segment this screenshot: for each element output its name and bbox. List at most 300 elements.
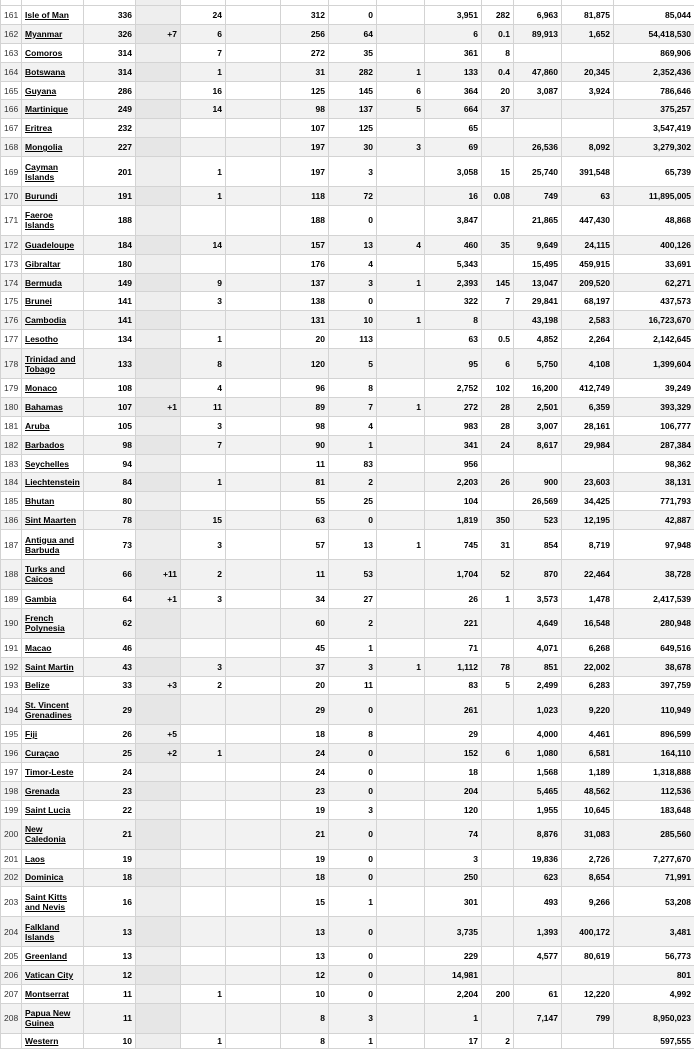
country-cell [22, 781, 84, 800]
country-link[interactable]: Dominica [25, 872, 63, 882]
new-cases-cell [136, 800, 181, 819]
table-row [1, 763, 694, 782]
active-cases-cell: 35 [329, 43, 377, 62]
country-link[interactable]: Timor-Leste [25, 767, 74, 777]
total-cases-cell: 232 [84, 119, 136, 138]
cases-per-million-cell: 152 [425, 744, 482, 763]
total-cases-cell: 314 [84, 62, 136, 81]
population-cell: 287,384 [614, 435, 694, 454]
table-row [1, 947, 694, 966]
new-cases-cell [136, 781, 181, 800]
active-cases-cell: 0 [329, 819, 377, 849]
tests-per-million-cell: 2,726 [562, 849, 614, 868]
country-cell [22, 725, 84, 744]
cases-per-million-cell: 301 [425, 887, 482, 917]
new-cases-cell [136, 638, 181, 657]
cases-per-million-cell: 83 [425, 676, 482, 695]
total-cases-cell: 84 [84, 473, 136, 492]
table-body [1, 0, 694, 1048]
total-tests-cell: 1,393 [514, 917, 562, 947]
table-row [1, 1003, 694, 1033]
total-tests-cell: 493 [514, 887, 562, 917]
tests-per-million-cell: 31,083 [562, 819, 614, 849]
total-cases-cell: 11 [84, 984, 136, 1003]
population-cell: 801 [614, 966, 694, 985]
table-row [1, 292, 694, 311]
country-link[interactable]: Guyana [25, 86, 56, 96]
active-cases-cell: 25 [329, 492, 377, 511]
recovered-cell: 125 [281, 81, 329, 100]
country-link[interactable]: Lesotho [25, 334, 58, 344]
serious-cell [377, 849, 425, 868]
total-cases-cell: 24 [84, 763, 136, 782]
recovered-cell: 120 [281, 349, 329, 379]
new-deaths-cell [226, 43, 281, 62]
population-cell: 62,271 [614, 273, 694, 292]
serious-cell [377, 435, 425, 454]
total-tests-cell: 43,198 [514, 311, 562, 330]
total-tests-cell: 29,841 [514, 292, 562, 311]
cases-per-million-cell: 983 [425, 416, 482, 435]
cases-per-million-cell: 8 [425, 311, 482, 330]
cases-per-million-cell: 16 [425, 187, 482, 206]
cases-per-million-cell: 29 [425, 725, 482, 744]
tests-per-million-cell: 8,719 [562, 530, 614, 560]
country-link[interactable]: Mongolia [25, 142, 62, 152]
country-cell [22, 917, 84, 947]
deaths-per-million-cell: 6 [482, 744, 514, 763]
table-row [1, 473, 694, 492]
total-deaths-cell: 1 [181, 744, 226, 763]
country-link[interactable]: Antigua and Barbuda [25, 535, 74, 555]
country-link[interactable]: Martinique [25, 104, 68, 114]
total-cases-cell: 73 [84, 530, 136, 560]
active-cases-cell: 2 [329, 473, 377, 492]
country-link[interactable]: Fiji [25, 729, 37, 739]
country-cell [22, 205, 84, 235]
country-link[interactable]: Greenland [25, 951, 67, 961]
tests-per-million-cell: 22,002 [562, 657, 614, 676]
country-cell [22, 868, 84, 887]
total-cases-cell: 26 [84, 725, 136, 744]
active-cases-cell: 30 [329, 138, 377, 157]
cases-per-million-cell: 104 [425, 492, 482, 511]
country-link[interactable]: Western [25, 1036, 58, 1046]
total-deaths-cell [181, 454, 226, 473]
country-link[interactable]: Burundi [25, 191, 58, 201]
serious-cell: 3 [377, 138, 425, 157]
rank-cell: 174 [1, 273, 22, 292]
population-cell: 11,895,005 [614, 187, 694, 206]
total-cases-cell: 64 [84, 589, 136, 608]
table-row [1, 254, 694, 273]
country-link[interactable]: Belize [25, 680, 50, 690]
new-cases-cell [136, 435, 181, 454]
new-cases-cell [136, 100, 181, 119]
recovered-cell: 312 [281, 6, 329, 25]
new-cases-cell: +5 [136, 725, 181, 744]
deaths-per-million-cell [482, 454, 514, 473]
serious-cell [377, 473, 425, 492]
population-cell: 649,516 [614, 638, 694, 657]
new-cases-cell [136, 984, 181, 1003]
active-cases-cell: 64 [329, 24, 377, 43]
new-deaths-cell [226, 235, 281, 254]
total-deaths-cell: 9 [181, 273, 226, 292]
recovered-cell: 256 [281, 24, 329, 43]
recovered-cell: 8 [281, 1033, 329, 1048]
total-tests-cell [514, 454, 562, 473]
population-cell: 869,906 [614, 43, 694, 62]
country-link[interactable]: Myanmar [25, 29, 62, 39]
serious-cell [377, 676, 425, 695]
table-row [1, 676, 694, 695]
cases-per-million-cell: 2,752 [425, 379, 482, 398]
deaths-per-million-cell: 31 [482, 530, 514, 560]
active-cases-cell: 27 [329, 589, 377, 608]
recovered-cell: 157 [281, 235, 329, 254]
population-cell: 53,208 [614, 887, 694, 917]
country-cell [22, 608, 84, 638]
rank-cell: 202 [1, 868, 22, 887]
country-link[interactable]: Saint Kitts and Nevis [25, 892, 67, 912]
rank-cell: 187 [1, 530, 22, 560]
country-link[interactable]: Macao [25, 643, 51, 653]
population-cell: 112,536 [614, 781, 694, 800]
country-link[interactable]: Faeroe Islands [25, 210, 54, 230]
cases-per-million-cell: 664 [425, 100, 482, 119]
new-cases-cell [136, 205, 181, 235]
country-link[interactable]: Aruba [25, 421, 50, 431]
country-link[interactable]: Laos [25, 854, 45, 864]
deaths-per-million-cell: 5 [482, 676, 514, 695]
country-link[interactable]: Montserrat [25, 989, 69, 999]
deaths-per-million-cell [482, 725, 514, 744]
new-cases-cell [136, 608, 181, 638]
total-tests-cell: 749 [514, 187, 562, 206]
total-tests-cell [514, 100, 562, 119]
active-cases-cell: 72 [329, 187, 377, 206]
country-cell [22, 849, 84, 868]
rank-cell: 177 [1, 330, 22, 349]
total-deaths-cell [181, 819, 226, 849]
country-link[interactable]: Grenada [25, 786, 60, 796]
new-cases-cell [136, 416, 181, 435]
country-link[interactable]: Monaco [25, 383, 57, 393]
serious-cell: 1 [377, 530, 425, 560]
rank-cell: 169 [1, 157, 22, 187]
serious-cell: 1 [377, 397, 425, 416]
total-tests-cell: 4,852 [514, 330, 562, 349]
rank-cell: 166 [1, 100, 22, 119]
population-cell: 39,249 [614, 379, 694, 398]
active-cases-cell: 5 [329, 349, 377, 379]
new-deaths-cell [226, 397, 281, 416]
tests-per-million-cell: 23,603 [562, 473, 614, 492]
active-cases-cell: 83 [329, 454, 377, 473]
recovered-cell: 98 [281, 100, 329, 119]
country-link[interactable]: Gibraltar [25, 259, 60, 269]
total-cases-cell: 314 [84, 43, 136, 62]
tests-per-million-cell: 1,189 [562, 763, 614, 782]
serious-cell [377, 608, 425, 638]
population-cell: 65,739 [614, 157, 694, 187]
country-link[interactable]: Brunei [25, 296, 52, 306]
active-cases-cell: 4 [329, 254, 377, 273]
recovered-cell: 11 [281, 560, 329, 590]
population-cell: 393,329 [614, 397, 694, 416]
new-cases-cell [136, 273, 181, 292]
tests-per-million-cell: 447,430 [562, 205, 614, 235]
total-deaths-cell [181, 781, 226, 800]
total-deaths-cell: 1 [181, 1033, 226, 1048]
total-tests-cell: 4,000 [514, 725, 562, 744]
total-deaths-cell: 16 [181, 81, 226, 100]
cases-per-million-cell: 2,393 [425, 273, 482, 292]
deaths-per-million-cell: 1 [482, 589, 514, 608]
country-link[interactable]: Turks and Caicos [25, 564, 65, 584]
active-cases-cell: 3 [329, 1003, 377, 1033]
cases-per-million-cell: 133 [425, 62, 482, 81]
tests-per-million-cell: 20,345 [562, 62, 614, 81]
table-row [1, 638, 694, 657]
cases-per-million-cell: 341 [425, 435, 482, 454]
recovered-cell: 20 [281, 676, 329, 695]
cases-per-million-cell: 361 [425, 43, 482, 62]
total-cases-cell: 66 [84, 560, 136, 590]
population-cell: 183,648 [614, 800, 694, 819]
rank-cell: 161 [1, 6, 22, 25]
total-cases-cell: 16 [84, 887, 136, 917]
country-link[interactable]: Liechtenstein [25, 477, 80, 487]
country-link[interactable]: Curaçao [25, 748, 59, 758]
country-link[interactable]: Guadeloupe [25, 240, 74, 250]
new-cases-cell [136, 43, 181, 62]
country-cell [22, 311, 84, 330]
country-link[interactable]: Bermuda [25, 278, 62, 288]
country-link[interactable]: St. Vincent Grenadines [25, 700, 72, 720]
recovered-cell: 96 [281, 379, 329, 398]
total-cases-cell: 105 [84, 416, 136, 435]
country-link[interactable]: Botswana [25, 67, 65, 77]
new-cases-cell [136, 763, 181, 782]
serious-cell: 1 [377, 62, 425, 81]
country-link[interactable]: Comoros [25, 48, 62, 58]
tests-per-million-cell: 12,220 [562, 984, 614, 1003]
country-cell [22, 530, 84, 560]
country-cell [22, 100, 84, 119]
table-row [1, 608, 694, 638]
table-row [1, 330, 694, 349]
rank-cell: 175 [1, 292, 22, 311]
total-deaths-cell: 3 [181, 589, 226, 608]
deaths-per-million-cell: 26 [482, 473, 514, 492]
population-cell: 400,126 [614, 235, 694, 254]
deaths-per-million-cell: 7 [482, 292, 514, 311]
rank-cell: 165 [1, 81, 22, 100]
cases-per-million-cell: 17 [425, 1033, 482, 1048]
active-cases-cell: 11 [329, 676, 377, 695]
new-deaths-cell [226, 530, 281, 560]
tests-per-million-cell: 412,749 [562, 379, 614, 398]
country-cell [22, 119, 84, 138]
population-cell: 16,723,670 [614, 311, 694, 330]
deaths-per-million-cell: 78 [482, 657, 514, 676]
serious-cell [377, 947, 425, 966]
total-tests-cell: 8,617 [514, 435, 562, 454]
tests-per-million-cell: 209,520 [562, 273, 614, 292]
total-deaths-cell: 1 [181, 187, 226, 206]
total-deaths-cell [181, 966, 226, 985]
total-tests-cell: 5,750 [514, 349, 562, 379]
country-link[interactable]: Falkland Islands [25, 922, 59, 942]
country-link[interactable]: Saint Martin [25, 662, 74, 672]
total-cases-cell: 25 [84, 744, 136, 763]
table-row [1, 492, 694, 511]
cases-per-million-cell: 322 [425, 292, 482, 311]
serious-cell [377, 695, 425, 725]
population-cell: 771,793 [614, 492, 694, 511]
deaths-per-million-cell [482, 763, 514, 782]
population-cell: 2,417,539 [614, 589, 694, 608]
recovered-cell: 18 [281, 725, 329, 744]
country-link[interactable]: Sint Maarten [25, 515, 76, 525]
cases-per-million-cell: 26 [425, 589, 482, 608]
tests-per-million-cell: 9,220 [562, 695, 614, 725]
serious-cell [377, 292, 425, 311]
recovered-cell: 197 [281, 157, 329, 187]
total-deaths-cell: 7 [181, 43, 226, 62]
country-cell [22, 984, 84, 1003]
table-row [1, 800, 694, 819]
total-tests-cell: 21,865 [514, 205, 562, 235]
country-cell [22, 887, 84, 917]
country-cell [22, 379, 84, 398]
country-link[interactable]: Vatican City [25, 970, 73, 980]
rank-cell: 196 [1, 744, 22, 763]
new-cases-cell [136, 917, 181, 947]
country-link[interactable]: Cambodia [25, 315, 66, 325]
country-link[interactable]: New Caledonia [25, 824, 66, 844]
total-cases-cell: 18 [84, 868, 136, 887]
recovered-cell: 15 [281, 887, 329, 917]
country-link[interactable]: Bahamas [25, 402, 63, 412]
country-cell [22, 349, 84, 379]
total-deaths-cell: 14 [181, 100, 226, 119]
new-deaths-cell [226, 695, 281, 725]
country-link[interactable]: Barbados [25, 440, 64, 450]
new-deaths-cell [226, 435, 281, 454]
total-tests-cell: 26,569 [514, 492, 562, 511]
rank-cell: 208 [1, 1003, 22, 1033]
total-cases-cell: 80 [84, 492, 136, 511]
serious-cell [377, 416, 425, 435]
recovered-cell: 272 [281, 43, 329, 62]
total-tests-cell: 61 [514, 984, 562, 1003]
total-cases-cell: 107 [84, 397, 136, 416]
new-cases-cell [136, 1003, 181, 1033]
new-deaths-cell [226, 676, 281, 695]
active-cases-cell: 3 [329, 800, 377, 819]
cases-per-million-cell: 3,951 [425, 6, 482, 25]
table-row [1, 849, 694, 868]
country-cell [22, 187, 84, 206]
new-deaths-cell [226, 138, 281, 157]
serious-cell [377, 511, 425, 530]
new-deaths-cell [226, 1003, 281, 1033]
country-cell [22, 273, 84, 292]
country-link[interactable]: Trinidad and Tobago [25, 354, 76, 374]
total-deaths-cell: 15 [181, 511, 226, 530]
total-cases-cell: 180 [84, 254, 136, 273]
country-link[interactable]: Bhutan [25, 496, 54, 506]
serious-cell: 4 [377, 235, 425, 254]
country-cell [22, 800, 84, 819]
new-cases-cell [136, 379, 181, 398]
cases-per-million-cell: 69 [425, 138, 482, 157]
active-cases-cell: 8 [329, 379, 377, 398]
total-deaths-cell: 1 [181, 984, 226, 1003]
country-link[interactable]: Cayman Islands [25, 162, 58, 182]
tests-per-million-cell: 10,645 [562, 800, 614, 819]
total-deaths-cell: 1 [181, 473, 226, 492]
serious-cell [377, 589, 425, 608]
total-deaths-cell [181, 1003, 226, 1033]
new-cases-cell [136, 819, 181, 849]
rank-cell: 189 [1, 589, 22, 608]
serious-cell [377, 157, 425, 187]
tests-per-million-cell: 12,195 [562, 511, 614, 530]
country-link[interactable]: French Polynesia [25, 613, 65, 633]
country-link[interactable]: Saint Lucia [25, 805, 70, 815]
total-cases-cell: 336 [84, 6, 136, 25]
new-cases-cell [136, 349, 181, 379]
new-cases-cell: +1 [136, 397, 181, 416]
active-cases-cell: 113 [329, 330, 377, 349]
serious-cell [377, 744, 425, 763]
serious-cell [377, 917, 425, 947]
country-link[interactable]: Seychelles [25, 459, 69, 469]
population-cell: 285,560 [614, 819, 694, 849]
recovered-cell: 18 [281, 868, 329, 887]
deaths-per-million-cell: 15 [482, 157, 514, 187]
country-link[interactable]: Gambia [25, 594, 56, 604]
country-link[interactable]: Isle of Man [25, 10, 69, 20]
rank-cell: 193 [1, 676, 22, 695]
country-link[interactable]: Papua New Guinea [25, 1008, 70, 1028]
country-link[interactable]: Eritrea [25, 123, 52, 133]
country-cell [22, 511, 84, 530]
serious-cell [377, 763, 425, 782]
deaths-per-million-cell [482, 917, 514, 947]
recovered-cell: 19 [281, 849, 329, 868]
tests-per-million-cell: 2,264 [562, 330, 614, 349]
new-deaths-cell [226, 473, 281, 492]
serious-cell [377, 349, 425, 379]
rank-cell: 171 [1, 205, 22, 235]
total-tests-cell: 3,007 [514, 416, 562, 435]
tests-per-million-cell: 4,461 [562, 725, 614, 744]
tests-per-million-cell: 6,581 [562, 744, 614, 763]
recovered-cell: 45 [281, 638, 329, 657]
rank-cell: 186 [1, 511, 22, 530]
table-row [1, 81, 694, 100]
active-cases-cell: 0 [329, 849, 377, 868]
population-cell: 85,044 [614, 6, 694, 25]
serious-cell [377, 887, 425, 917]
total-deaths-cell: 11 [181, 397, 226, 416]
table-row [1, 24, 694, 43]
